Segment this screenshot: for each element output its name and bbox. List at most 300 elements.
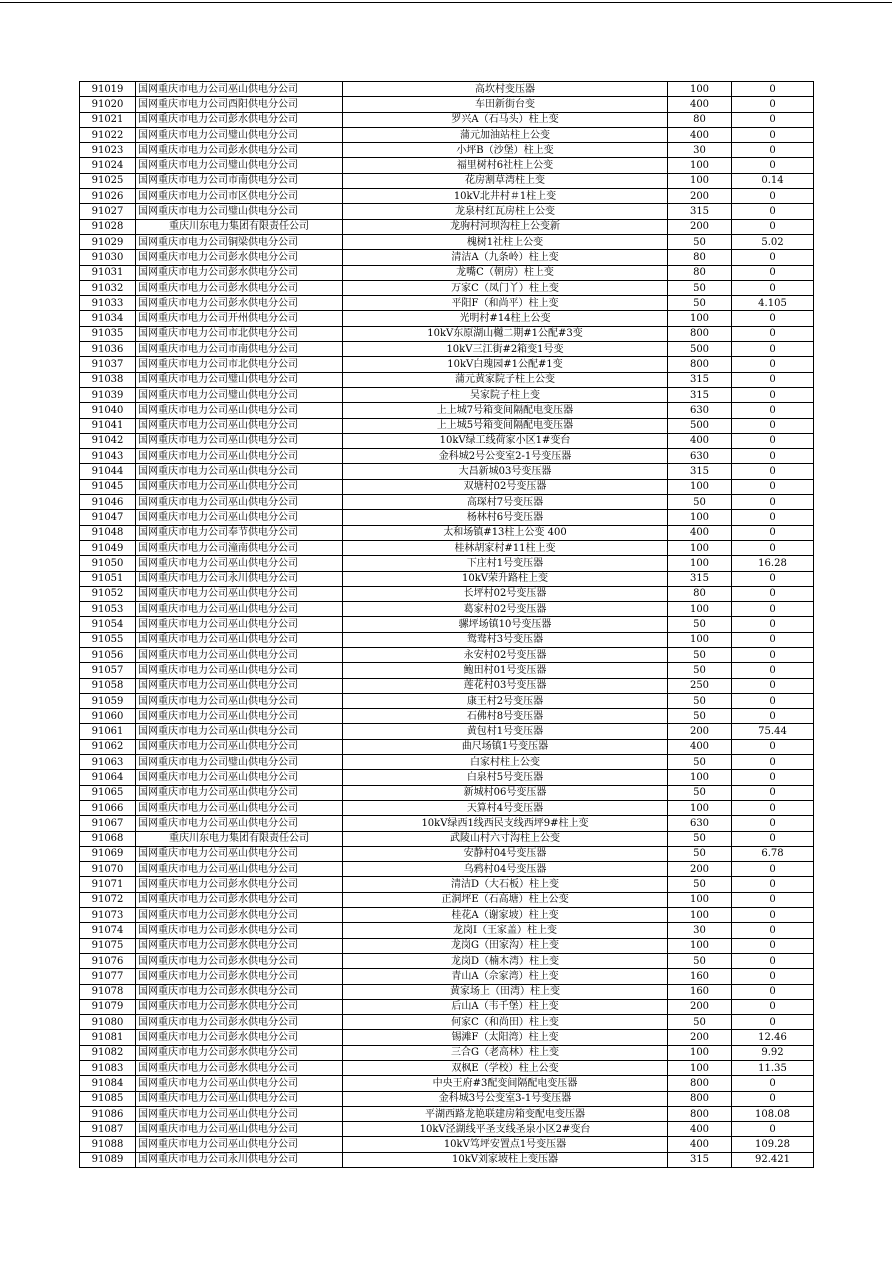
- capacity-cell: 315: [668, 204, 732, 219]
- capacity-cell: 50: [668, 1015, 732, 1030]
- company-cell: 国网重庆市电力公司巫山供电分公司: [136, 693, 343, 708]
- capacity-cell: 100: [668, 540, 732, 555]
- capacity-cell: 630: [668, 403, 732, 418]
- row-id-cell: 91070: [80, 862, 136, 877]
- capacity-cell: 50: [668, 663, 732, 678]
- capacity-cell: 50: [668, 709, 732, 724]
- transformer-name-cell: 蒲元加油站柱上公变: [343, 127, 668, 142]
- company-cell: 国网重庆市电力公司巫山供电分公司: [136, 800, 343, 815]
- transformer-name-cell: 黄包村1号变压器: [343, 724, 668, 739]
- value-cell: 0: [732, 403, 814, 418]
- row-id-cell: 91028: [80, 219, 136, 234]
- table-row: [80, 1137, 814, 1152]
- value-cell: 0: [732, 510, 814, 525]
- transformer-name-cell: 10kV泾湖线平圣支线圣泉小区2#变台: [343, 1122, 668, 1137]
- row-id-cell: 91087: [80, 1122, 136, 1137]
- transformer-name-cell: 龙岗I（王家盖）柱上变: [343, 923, 668, 938]
- transformer-name-cell: 黄家场上（田湾）柱上变: [343, 984, 668, 999]
- row-id-cell: 91019: [80, 82, 136, 97]
- table-row: [80, 173, 814, 188]
- table-row: [80, 770, 814, 785]
- row-id-cell: 91057: [80, 663, 136, 678]
- capacity-cell: 100: [668, 632, 732, 647]
- transformer-name-cell: 10kV北井村＃1柱上变: [343, 189, 668, 204]
- capacity-cell: 50: [668, 953, 732, 968]
- company-cell: 国网重庆市电力公司彭水供电分公司: [136, 953, 343, 968]
- row-id-cell: 91050: [80, 556, 136, 571]
- company-cell: 国网重庆市电力公司巫山供电分公司: [136, 816, 343, 831]
- transformer-name-cell: 石佛村8号变压器: [343, 709, 668, 724]
- row-id-cell: 91066: [80, 800, 136, 815]
- value-cell: 0: [732, 82, 814, 97]
- company-cell: 国网重庆市电力公司巫山供电分公司: [136, 846, 343, 861]
- company-cell: 国网重庆市电力公司巫山供电分公司: [136, 785, 343, 800]
- capacity-cell: 50: [668, 647, 732, 662]
- row-id-cell: 91051: [80, 571, 136, 586]
- value-cell: 0: [732, 311, 814, 326]
- transformer-name-cell: 10kV绿西1线西民支线西坪9#柱上变: [343, 816, 668, 831]
- transformer-name-cell: 龙岗D（楠木湾）柱上变: [343, 953, 668, 968]
- transformer-name-cell: 光明村#14柱上公变: [343, 311, 668, 326]
- transformer-name-cell: 中央王府#3配变间隔配电变压器: [343, 1076, 668, 1091]
- table-row: [80, 647, 814, 662]
- company-cell: 重庆川东电力集团有限责任公司: [136, 219, 343, 234]
- table-row: [80, 433, 814, 448]
- page-top-rule: [0, 2, 892, 3]
- capacity-cell: 50: [668, 693, 732, 708]
- table-row: [80, 311, 814, 326]
- row-id-cell: 91044: [80, 464, 136, 479]
- value-cell: 11.35: [732, 1061, 814, 1076]
- company-cell: 国网重庆市电力公司市南供电分公司: [136, 342, 343, 357]
- capacity-cell: 100: [668, 800, 732, 815]
- row-id-cell: 91029: [80, 234, 136, 249]
- transformer-name-cell: 天算村4号变压器: [343, 800, 668, 815]
- transformer-name-cell: 康王村2号变压器: [343, 693, 668, 708]
- company-cell: 国网重庆市电力公司巫山供电分公司: [136, 479, 343, 494]
- row-id-cell: 91076: [80, 953, 136, 968]
- capacity-cell: 400: [668, 433, 732, 448]
- capacity-cell: 200: [668, 862, 732, 877]
- table-row: [80, 112, 814, 127]
- capacity-cell: 50: [668, 234, 732, 249]
- row-id-cell: 91077: [80, 969, 136, 984]
- capacity-cell: 50: [668, 495, 732, 510]
- transformer-name-cell: 吴家院子柱上变: [343, 387, 668, 402]
- value-cell: 9.92: [732, 1045, 814, 1060]
- transformer-name-cell: 小坪B（沙堡）柱上变: [343, 143, 668, 158]
- table-row: [80, 403, 814, 418]
- transformer-name-cell: 清洁D（大石板）柱上变: [343, 877, 668, 892]
- company-cell: 国网重庆市电力公司巫山供电分公司: [136, 739, 343, 754]
- value-cell: 0: [732, 525, 814, 540]
- row-id-cell: 91038: [80, 372, 136, 387]
- value-cell: 0: [732, 617, 814, 632]
- value-cell: 0: [732, 678, 814, 693]
- company-cell: 国网重庆市电力公司彭水供电分公司: [136, 265, 343, 280]
- row-id-cell: 91069: [80, 846, 136, 861]
- capacity-cell: 500: [668, 418, 732, 433]
- table-row: [80, 387, 814, 402]
- company-cell: 国网重庆市电力公司奉节供电分公司: [136, 525, 343, 540]
- value-cell: 5.02: [732, 234, 814, 249]
- table-row: [80, 1152, 814, 1167]
- transformer-name-cell: 何家C（和尚田）柱上变: [343, 1015, 668, 1030]
- table-row: [80, 1030, 814, 1045]
- capacity-cell: 50: [668, 296, 732, 311]
- row-id-cell: 91033: [80, 296, 136, 311]
- value-cell: 0: [732, 663, 814, 678]
- row-id-cell: 91075: [80, 938, 136, 953]
- capacity-cell: 80: [668, 265, 732, 280]
- row-id-cell: 91024: [80, 158, 136, 173]
- value-cell: 0: [732, 250, 814, 265]
- value-cell: 0: [732, 418, 814, 433]
- table-row: [80, 97, 814, 112]
- company-cell: 国网重庆市电力公司巫山供电分公司: [136, 464, 343, 479]
- company-cell: 国网重庆市电力公司巫山供电分公司: [136, 1091, 343, 1106]
- transformer-name-cell: 龙岗G（田家沟）柱上变: [343, 938, 668, 953]
- capacity-cell: 80: [668, 112, 732, 127]
- capacity-cell: 50: [668, 755, 732, 770]
- row-id-cell: 91083: [80, 1061, 136, 1076]
- transformer-name-cell: 10kV白瑰园#1公配#1变: [343, 357, 668, 372]
- company-cell: 国网重庆市电力公司璧山供电分公司: [136, 204, 343, 219]
- capacity-cell: 30: [668, 143, 732, 158]
- row-id-cell: 91040: [80, 403, 136, 418]
- row-id-cell: 91084: [80, 1076, 136, 1091]
- table-row: [80, 82, 814, 97]
- transformer-name-cell: 乌鸦村04号变压器: [343, 862, 668, 877]
- value-cell: 109.28: [732, 1137, 814, 1152]
- transformer-name-cell: 下庄村1号变压器: [343, 556, 668, 571]
- capacity-cell: 500: [668, 342, 732, 357]
- capacity-cell: 315: [668, 1152, 732, 1167]
- transformer-name-cell: 锡滩F（太阳湾）柱上变: [343, 1030, 668, 1045]
- table-row: [80, 1076, 814, 1091]
- value-cell: 0: [732, 755, 814, 770]
- table-row: [80, 525, 814, 540]
- transformer-name-cell: 桂花A（谢家坡）柱上变: [343, 908, 668, 923]
- table-row: [80, 326, 814, 341]
- company-cell: 国网重庆市电力公司巫山供电分公司: [136, 1076, 343, 1091]
- company-cell: 国网重庆市电力公司璧山供电分公司: [136, 755, 343, 770]
- value-cell: 0: [732, 602, 814, 617]
- transformer-name-cell: 10kV三江街#2箱变1号变: [343, 342, 668, 357]
- capacity-cell: 250: [668, 678, 732, 693]
- value-cell: 6.78: [732, 846, 814, 861]
- capacity-cell: 100: [668, 173, 732, 188]
- row-id-cell: 91039: [80, 387, 136, 402]
- capacity-cell: 800: [668, 326, 732, 341]
- table-row: [80, 938, 814, 953]
- transformer-name-cell: 新城村06号变压器: [343, 785, 668, 800]
- value-cell: 0: [732, 831, 814, 846]
- value-cell: 0: [732, 326, 814, 341]
- table-row: [80, 357, 814, 372]
- capacity-cell: 100: [668, 510, 732, 525]
- value-cell: 0: [732, 479, 814, 494]
- transformer-name-cell: 骡坪场镇10号变压器: [343, 617, 668, 632]
- table-row: [80, 831, 814, 846]
- capacity-cell: 630: [668, 449, 732, 464]
- value-cell: 0: [732, 862, 814, 877]
- row-id-cell: 91045: [80, 479, 136, 494]
- row-id-cell: 91036: [80, 342, 136, 357]
- company-cell: 国网重庆市电力公司彭水供电分公司: [136, 250, 343, 265]
- capacity-cell: 100: [668, 1061, 732, 1076]
- value-cell: 0: [732, 1015, 814, 1030]
- transformer-name-cell: 鲍田村01号变压器: [343, 663, 668, 678]
- company-cell: 国网重庆市电力公司巫山供电分公司: [136, 770, 343, 785]
- row-id-cell: 91022: [80, 127, 136, 142]
- table-row: [80, 923, 814, 938]
- row-id-cell: 91032: [80, 280, 136, 295]
- transformer-name-cell: 10kV笃坪安置点1号变压器: [343, 1137, 668, 1152]
- company-cell: 国网重庆市电力公司巫山供电分公司: [136, 403, 343, 418]
- row-id-cell: 91027: [80, 204, 136, 219]
- company-cell: 国网重庆市电力公司巫山供电分公司: [136, 510, 343, 525]
- row-id-cell: 91080: [80, 1015, 136, 1030]
- table-row: [80, 602, 814, 617]
- value-cell: 0: [732, 739, 814, 754]
- transformer-name-cell: 10kV绿工线荷家小区1#变台: [343, 433, 668, 448]
- value-cell: 0: [732, 433, 814, 448]
- transformer-name-cell: 10kV东原湖山樾二期#1公配#3变: [343, 326, 668, 341]
- company-cell: 国网重庆市电力公司璧山供电分公司: [136, 387, 343, 402]
- company-cell: 国网重庆市电力公司巫山供电分公司: [136, 1122, 343, 1137]
- value-cell: 0: [732, 387, 814, 402]
- capacity-cell: 800: [668, 1076, 732, 1091]
- company-cell: 国网重庆市电力公司巫山供电分公司: [136, 862, 343, 877]
- transformer-name-cell: 蒲元黄家院子柱上公变: [343, 372, 668, 387]
- row-id-cell: 91048: [80, 525, 136, 540]
- transformer-name-cell: 10kV刘家坡柱上变压器: [343, 1152, 668, 1167]
- company-cell: 国网重庆市电力公司彭水供电分公司: [136, 1061, 343, 1076]
- transformer-name-cell: 太和场镇#13柱上公变 400: [343, 525, 668, 540]
- capacity-cell: 100: [668, 938, 732, 953]
- value-cell: 0: [732, 204, 814, 219]
- transformer-name-cell: 葛家村02号变压器: [343, 602, 668, 617]
- row-id-cell: 91054: [80, 617, 136, 632]
- row-id-cell: 91079: [80, 999, 136, 1014]
- transformer-name-cell: 桂林胡家村#11柱上变: [343, 540, 668, 555]
- capacity-cell: 50: [668, 877, 732, 892]
- company-cell: 国网重庆市电力公司彭水供电分公司: [136, 938, 343, 953]
- transformer-name-cell: 白泉村5号变压器: [343, 770, 668, 785]
- row-id-cell: 91043: [80, 449, 136, 464]
- row-id-cell: 91082: [80, 1045, 136, 1060]
- table-row: [80, 250, 814, 265]
- company-cell: 国网重庆市电力公司彭水供电分公司: [136, 923, 343, 938]
- company-cell: 国网重庆市电力公司璧山供电分公司: [136, 158, 343, 173]
- company-cell: 国网重庆市电力公司市区供电分公司: [136, 189, 343, 204]
- company-cell: 国网重庆市电力公司铜梁供电分公司: [136, 234, 343, 249]
- company-cell: 国网重庆市电力公司彭水供电分公司: [136, 112, 343, 127]
- value-cell: 0: [732, 816, 814, 831]
- capacity-cell: 100: [668, 602, 732, 617]
- value-cell: 0: [732, 1076, 814, 1091]
- company-cell: 国网重庆市电力公司巫山供电分公司: [136, 709, 343, 724]
- row-id-cell: 91078: [80, 984, 136, 999]
- value-cell: 0: [732, 372, 814, 387]
- table-row: [80, 1091, 814, 1106]
- transformer-name-cell: 万家C（凤门丫）柱上变: [343, 280, 668, 295]
- company-cell: 国网重庆市电力公司永川供电分公司: [136, 571, 343, 586]
- table-row: [80, 1015, 814, 1030]
- company-cell: 国网重庆市电力公司酉阳供电分公司: [136, 97, 343, 112]
- row-id-cell: 91026: [80, 189, 136, 204]
- table-row: [80, 449, 814, 464]
- transformer-name-cell: 长坪村02号变压器: [343, 586, 668, 601]
- capacity-cell: 100: [668, 908, 732, 923]
- company-cell: 国网重庆市电力公司市北供电分公司: [136, 326, 343, 341]
- capacity-cell: 80: [668, 586, 732, 601]
- value-cell: 0: [732, 693, 814, 708]
- company-cell: 国网重庆市电力公司彭水供电分公司: [136, 1030, 343, 1045]
- transformer-name-cell: 白家村柱上公变: [343, 755, 668, 770]
- transformer-name-cell: 青山A（佘家湾）柱上变: [343, 969, 668, 984]
- table-row: [80, 984, 814, 999]
- row-id-cell: 91058: [80, 678, 136, 693]
- value-cell: 0: [732, 892, 814, 907]
- company-cell: 国网重庆市电力公司巫山供电分公司: [136, 617, 343, 632]
- value-cell: 108.08: [732, 1106, 814, 1121]
- capacity-cell: 200: [668, 999, 732, 1014]
- company-cell: 国网重庆市电力公司巫山供电分公司: [136, 1106, 343, 1121]
- table-row: [80, 265, 814, 280]
- company-cell: 国网重庆市电力公司开州供电分公司: [136, 311, 343, 326]
- table-row: [80, 556, 814, 571]
- table-row: [80, 296, 814, 311]
- table-row: [80, 464, 814, 479]
- row-id-cell: 91061: [80, 724, 136, 739]
- table-row: [80, 892, 814, 907]
- company-cell: 国网重庆市电力公司巫山供电分公司: [136, 495, 343, 510]
- value-cell: 0: [732, 158, 814, 173]
- company-cell: 国网重庆市电力公司巫山供电分公司: [136, 433, 343, 448]
- value-cell: 0: [732, 342, 814, 357]
- transformer-name-cell: 杨林村6号变压器: [343, 510, 668, 525]
- transformer-name-cell: 双枫E（学校）柱上公变: [343, 1061, 668, 1076]
- value-cell: 0: [732, 127, 814, 142]
- company-cell: 国网重庆市电力公司巫山供电分公司: [136, 602, 343, 617]
- company-cell: 国网重庆市电力公司巫山供电分公司: [136, 647, 343, 662]
- transformer-name-cell: 清洁A（九条岭）柱上变: [343, 250, 668, 265]
- company-cell: 国网重庆市电力公司璧山供电分公司: [136, 127, 343, 142]
- capacity-cell: 50: [668, 831, 732, 846]
- company-cell: 国网重庆市电力公司巫山供电分公司: [136, 678, 343, 693]
- transformer-name-cell: 莲花村03号变压器: [343, 678, 668, 693]
- table-row: [80, 632, 814, 647]
- table-row: [80, 479, 814, 494]
- table-row: [80, 127, 814, 142]
- transformer-name-cell: 高琛村7号变压器: [343, 495, 668, 510]
- capacity-cell: 200: [668, 189, 732, 204]
- table-row: [80, 204, 814, 219]
- transformer-name-cell: 福里树村6社柱上公变: [343, 158, 668, 173]
- transformer-name-cell: 大昌新城03号变压器: [343, 464, 668, 479]
- company-cell: 国网重庆市电力公司巫山供电分公司: [136, 449, 343, 464]
- table-row: [80, 908, 814, 923]
- value-cell: 0: [732, 877, 814, 892]
- capacity-cell: 200: [668, 219, 732, 234]
- company-cell: 重庆川东电力集团有限责任公司: [136, 831, 343, 846]
- value-cell: 0: [732, 923, 814, 938]
- row-id-cell: 91081: [80, 1030, 136, 1045]
- capacity-cell: 315: [668, 387, 732, 402]
- capacity-cell: 160: [668, 969, 732, 984]
- capacity-cell: 100: [668, 479, 732, 494]
- value-cell: 0.14: [732, 173, 814, 188]
- row-id-cell: 91074: [80, 923, 136, 938]
- table-row: [80, 1061, 814, 1076]
- company-cell: 国网重庆市电力公司巫山供电分公司: [136, 724, 343, 739]
- table-row: [80, 724, 814, 739]
- row-id-cell: 91062: [80, 739, 136, 754]
- company-cell: 国网重庆市电力公司彭水供电分公司: [136, 969, 343, 984]
- capacity-cell: 80: [668, 250, 732, 265]
- transformer-name-cell: 罗兴A（石马头）柱上变: [343, 112, 668, 127]
- value-cell: 0: [732, 97, 814, 112]
- company-cell: 国网重庆市电力公司彭水供电分公司: [136, 908, 343, 923]
- capacity-cell: 100: [668, 892, 732, 907]
- transformer-table: [79, 81, 814, 1168]
- capacity-cell: 160: [668, 984, 732, 999]
- value-cell: 0: [732, 571, 814, 586]
- row-id-cell: 91049: [80, 540, 136, 555]
- company-cell: 国网重庆市电力公司彭水供电分公司: [136, 280, 343, 295]
- company-cell: 国网重庆市电力公司彭水供电分公司: [136, 1045, 343, 1060]
- company-cell: 国网重庆市电力公司巫山供电分公司: [136, 632, 343, 647]
- company-cell: 国网重庆市电力公司彭水供电分公司: [136, 877, 343, 892]
- table-row: [80, 495, 814, 510]
- row-id-cell: 91065: [80, 785, 136, 800]
- transformer-name-cell: 曲尺场镇1号变压器: [343, 739, 668, 754]
- table-row: [80, 816, 814, 831]
- capacity-cell: 100: [668, 556, 732, 571]
- row-id-cell: 91067: [80, 816, 136, 831]
- table-row: [80, 785, 814, 800]
- row-id-cell: 91021: [80, 112, 136, 127]
- capacity-cell: 800: [668, 357, 732, 372]
- transformer-name-cell: 平湖西路龙艳联建房箱变配电变压器: [343, 1106, 668, 1121]
- table-row: [80, 234, 814, 249]
- capacity-cell: 630: [668, 816, 732, 831]
- company-cell: 国网重庆市电力公司永川供电分公司: [136, 1152, 343, 1167]
- transformer-name-cell: 龙驹村河坝沟柱上公变新: [343, 219, 668, 234]
- row-id-cell: 91086: [80, 1106, 136, 1121]
- transformer-name-cell: 高坎村变压器: [343, 82, 668, 97]
- transformer-name-cell: 安静村04号变压器: [343, 846, 668, 861]
- transformer-name-cell: 上上城5号箱变间隔配电变压器: [343, 418, 668, 433]
- row-id-cell: 91055: [80, 632, 136, 647]
- row-id-cell: 91034: [80, 311, 136, 326]
- transformer-name-cell: 槐树1社柱上公变: [343, 234, 668, 249]
- transformer-name-cell: 龙泉村红瓦房柱上公变: [343, 204, 668, 219]
- company-cell: 国网重庆市电力公司彭水供电分公司: [136, 984, 343, 999]
- capacity-cell: 50: [668, 785, 732, 800]
- table-row: [80, 617, 814, 632]
- transformer-name-cell: 10kV荣升路柱上变: [343, 571, 668, 586]
- row-id-cell: 91071: [80, 877, 136, 892]
- capacity-cell: 100: [668, 158, 732, 173]
- table-row: [80, 846, 814, 861]
- value-cell: 0: [732, 265, 814, 280]
- capacity-cell: 100: [668, 770, 732, 785]
- row-id-cell: 91088: [80, 1137, 136, 1152]
- table-row: [80, 1106, 814, 1121]
